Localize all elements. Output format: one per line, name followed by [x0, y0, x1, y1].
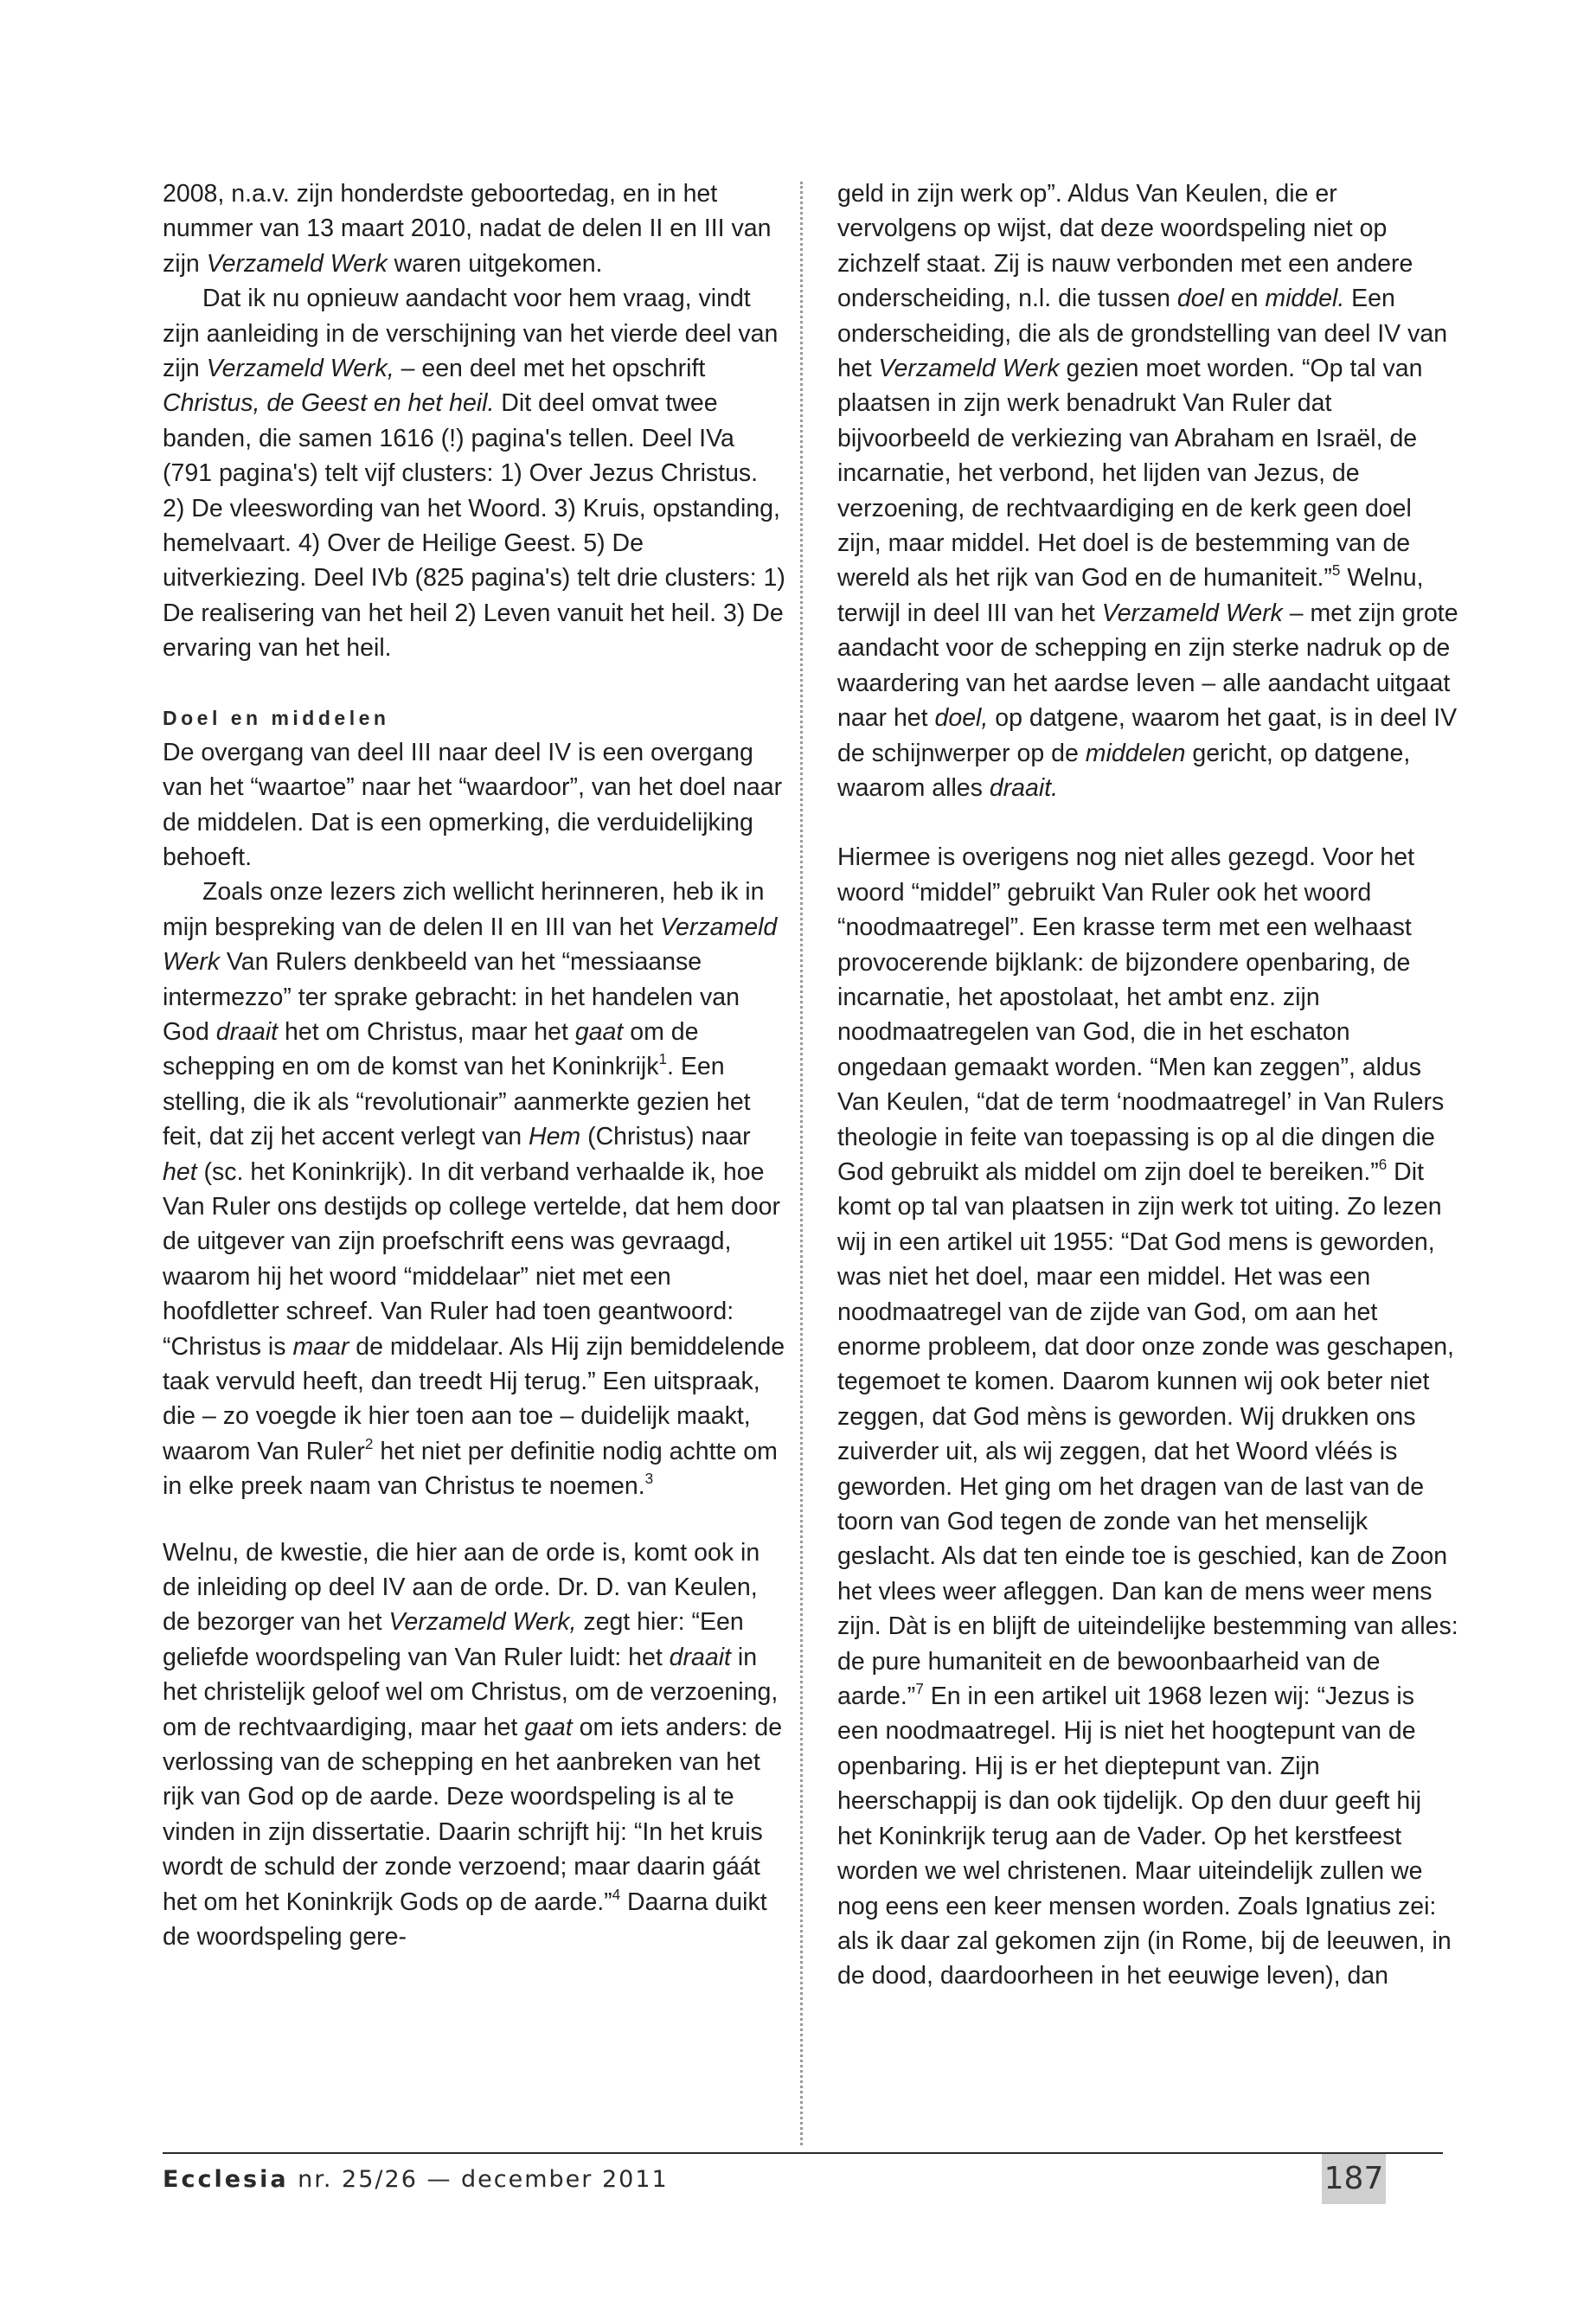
footer-citation — [163, 2166, 669, 2193]
paragraph: geld in zijn werk op”. Aldus Van Keulen, die er vervolgens op wijst, dat deze woordspeling niet op zichzelf staat. Zij is nauw verbonden met een andere onderscheiding, n.l. die tussen doel en middel. Een onderscheiding, die als de grondstelling van deel IV van het Verzameld Werk gezien moet worden. “Op tal van plaatsen in zijn werk benadrukt Van Ruler dat bijvoorbeeld de verkiezing van Abraham en Israël, de incarnatie, het verbond, het lijden van Jezus, de verzoening, de rechtvaardiging en de kerk geen doel zijn, maar middel. Het doel is de bestemming van de wereld als het rijk van God en de humaniteit.”$^5$ Welnu, terwijl in deel III van het Verzameld Werk – met zijn grote aandacht voor de schepping en zijn sterke nadruk op de waardering van het aardse leven – alle aandacht uitgaat naar het doel, op datgene, waarom het gaat, is in deel IV de schijnwerper op de middelen gericht, op datgene, waarom alles draait. — [837, 180, 1458, 802]
column-divider — [800, 182, 803, 2145]
paragraph: 2008, n.a.v. zijn honderdste geboortedag, en in het nummer van 13 maart 2010, nadat de delen II en III van zijn Verzameld Werk waren uitgekomen. — [163, 180, 772, 278]
right-column — [837, 176, 1460, 1994]
footnote-ref: 6 — [1378, 1157, 1388, 1173]
footnote-ref: 5 — [1331, 562, 1341, 580]
footnote-ref: 2 — [364, 1435, 374, 1452]
paragraph: De overgang van deel III naar deel IV is een overgang van het “waartoe” naar het “waardoor”, van het doel naar de middelen. Dat is een opmerking, die verduidelijking behoeft. — [163, 738, 783, 871]
footnote-ref: 4 — [612, 1886, 621, 1903]
section-heading: Doel en middelen — [163, 706, 390, 729]
footnote-ref: 7 — [915, 1681, 924, 1698]
paragraph: Dat ik nu opnieuw aandacht voor hem vraag, vindt zijn aanleiding in de verschijning van het vierde deel van zijn Verzameld Werk, – een deel met het opschrift Christus, de Geest en het heil. Dit deel omvat twee banden, die samen 1616 (!) pagina's tellen. Deel IVa (791 pagina's) telt vijf clusters: 1) Over Jezus Christus. 2) De vleeswording van het Woord. 3) Kruis, opstanding, hemelvaart. 4) Over de Heilige Geest. 5) De uitverkiezing. Deel IVb (825 pagina's) telt drie clusters: 1) De realisering van het heil 2) Leven vanuit het heil. 3) De ervaring van het heil. — [163, 285, 785, 663]
left-column — [163, 176, 785, 1955]
paragraph: Welnu, de kwestie, die hier aan de orde is, komt ook in de inleiding op deel IV aan de orde. Dr. D. van Keulen, de bezorger van het Verzameld Werk, zegt hier: “Een geliefde woordspeling van Van Ruler luidt: het draait in het christelijk geloof wel om Christus, om de verzoening, om de rechtvaardiging, maar het gaat om iets anders: de verlossing van de schepping en het aanbreken van het rijk van God op de aarde. Deze woordspeling is al te vinden in zijn dissertatie. Daarin schrijft hij: “In het kruis wordt de schuld der zonde verzoend; maar daarin gáát het om het Koninkrijk Gods op de aarde.”$^4$ Daarna duikt de woordspeling gere- — [163, 1538, 783, 1952]
paragraph: Zoals onze lezers zich wellicht herinneren, heb ik in mijn bespreking van de delen II en III van het Verzameld Werk Van Rulers denkbeeld van het “messiaanse intermezzo” ter sprake gebracht: in het handelen van God draait het om Christus, maar het gaat om de schepping en om de komst van het Koninkrijk$^1$. Een stelling, die ik als “revolutionair” aanmerkte gezien het feit, dat zij het accent verlegt van Hem (Christus) naar het (sc. het Koninkrijk). In dit verband verhaalde ik, hoe Van Ruler ons destijds op college vertelde, dat hem door de uitgever van zijn proefschrift eens was gevraagd, waarom hij het woord “middelaar” niet met een hoofdletter schreef. Van Ruler had toen geantwoord: “Christus is maar de middelaar. Als Hij zijn bemiddelende taak vervuld heeft, dan treedt Hij terug.” Een uitspraak, die – zo voegde ik hier toen aan toe – duidelijk maakt, waarom Van Ruler$^2$ het niet per definitie nodig achtte om in elke preek naam van Christus te noemen.$^3$ — [163, 878, 785, 1501]
footer-rule — [163, 2152, 1443, 2154]
journal-name: Ecclesia — [163, 2166, 289, 2193]
footnote-ref: 1 — [658, 1051, 667, 1068]
page-number: 187 — [1322, 2154, 1386, 2204]
paragraph: Hiermee is overigens nog niet alles gezegd. Voor het woord “middel” gebruikt Van Ruler ook het woord “noodmaatregel”. Een krasse term met een welhaast provocerende bijklank: de bijzondere openbaring, de incarnatie, het apostolaat, het ambt enz. zijn noodmaatregelen van God, die in het eschaton ongedaan gemaakt worden. “Men kan zeggen”, aldus Van Keulen, “dat de term ‘noodmaatregel’ in Van Rulers theologie in feite van toepassing is op al die dingen die God gebruikt als middel om zijn doel te bereiken.”$^6$ Dit komt op tal van plaatsen in zijn werk tot uiting. Zo lezen wij in een artikel uit 1955: “Dat God mens is geworden, was niet het doel, maar een middel. Het was een noodmaatregel van de zijde van God, om aan het enorme probleem, dat door onze zonde was geschapen, tegemoet te komen. Daarom kunnen wij ook beter niet zeggen, dat God mèns is geworden. Wij drukken ons zuiverder uit, als wij zeggen, dat het Woord vléés is geworden. Het ging om het dragen van de last van de toorn van God tegen de zonde van het menselijk geslacht. Als dat ten einde toe is geschied, kan de Zoon het vlees weer afleggen. Dan kan de mens weer mens zijn. Dàt is en blijft de uiteindelijke bestemming van alles: de pure humaniteit en de bewoonbaarheid van de aarde.”$^7$ En in een artikel uit 1968 lezen wij: “Jezus is een noodmaatregel. Hij is niet het hoogtepunt van de openbaring. Hij is er het dieptepunt van. Zijn heerschappij is dan ook tijdelijk. Op den duur geeft hij het Koninkrijk terug aan de Vader. Op het kerstfeest worden we wel christenen. Maar uiteindelijk zullen we nog eens een keer mensen worden. Zoals Ignatius zei: als ik daar zal gekomen zijn (in Rome, bij de leeuwen, in de dood, daardoorheen in het eeuwige leven), dan — [837, 843, 1458, 1990]
footnote-ref: 3 — [644, 1471, 654, 1488]
issue-info: nr. 25/26 — december 2011 — [288, 2166, 669, 2193]
